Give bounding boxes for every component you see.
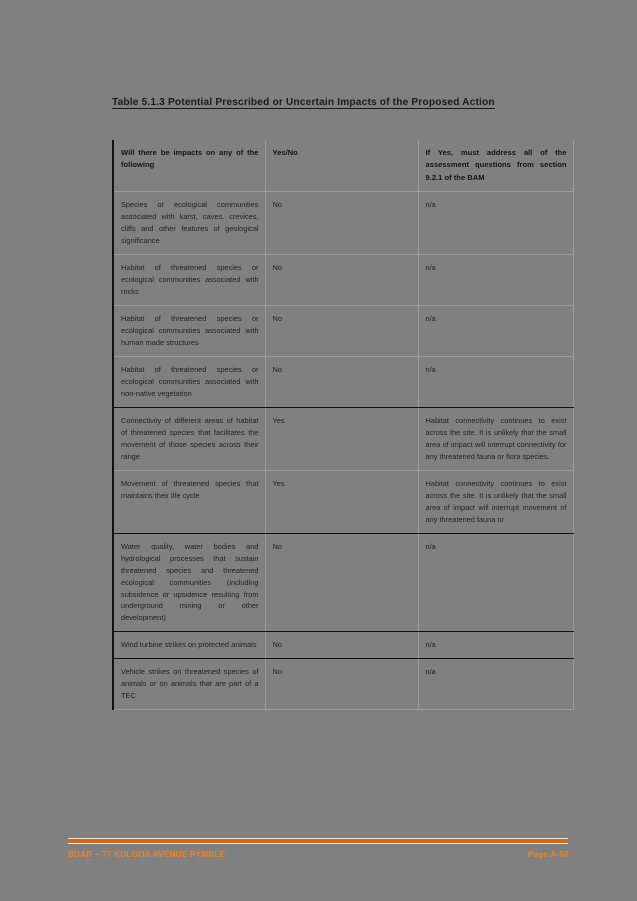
impact-answer: No (265, 356, 418, 407)
column-header-assessment: If Yes, must address all of the assessment questions from section 9.2.1 of the BAM (418, 140, 573, 191)
impact-detail: n/a (418, 533, 573, 632)
footer-page-number: Page A-58 (527, 850, 569, 859)
impact-detail: n/a (418, 356, 573, 407)
impact-answer: Yes (265, 470, 418, 533)
table-row (113, 533, 573, 632)
impact-answer: No (265, 632, 418, 659)
impact-description: Habitat of threatened species or ecological communities associated with non-native vegetation (113, 356, 265, 407)
impact-answer: No (265, 533, 418, 632)
impact-detail: Habitat connectivity continues to exist across the site. It is unlikely that the small area of impact will interrupt movement of any threatened fauna or (418, 470, 573, 533)
column-header-yesno: Yes/No (265, 140, 418, 191)
impact-description: Connectivity of different areas of habitat of threatened species that facilitates the movement of those species across their range (113, 407, 265, 470)
impact-detail: n/a (418, 254, 573, 305)
table-header-row (113, 140, 573, 191)
page-title: Table 5.1.3 Potential Prescribed or Uncertain Impacts of the Proposed Action (112, 97, 495, 108)
impact-answer: No (265, 305, 418, 356)
impact-detail: n/a (418, 659, 573, 710)
impacts-table (112, 140, 574, 710)
impact-description: Water quality, water bodies and hydrological processes that sustain threatened species and threatened ecological communities (including subsidence or upsidence resulting from underground mining or other development) (113, 533, 265, 632)
footer-divider (68, 838, 568, 844)
impact-description: Vehicle strikes on threatened species of animals or on animals that are part of a TEC (113, 659, 265, 710)
impact-answer: No (265, 254, 418, 305)
footer-document-reference: BDAR – 77 KULGOA AVENUE PYMBLE (68, 850, 226, 859)
impact-description: Species or ecological communities associated with karst, caves, crevices, cliffs and other features of geological significance (113, 191, 265, 254)
impact-detail: Habitat connectivity continues to exist across the site. It is unlikely that the small area of impact will interrupt connectivity for any threatened fauna or flora species. (418, 407, 573, 470)
impact-answer: Yes (265, 407, 418, 470)
impact-answer: No (265, 191, 418, 254)
table-row (113, 659, 573, 710)
impacts-table-body (113, 191, 573, 710)
table-row (113, 191, 573, 254)
table-row (113, 305, 573, 356)
table-row (113, 254, 573, 305)
impact-description: Wind turbine strikes on protected animals (113, 632, 265, 659)
table-row (113, 470, 573, 533)
impact-description: Habitat of threatened species or ecological communities associated with human made structures (113, 305, 265, 356)
impact-detail: n/a (418, 305, 573, 356)
column-header-impact: Will there be impacts on any of the following (113, 140, 265, 191)
impact-detail: n/a (418, 632, 573, 659)
impacts-table-container (112, 140, 572, 710)
table-row (113, 356, 573, 407)
table-row (113, 632, 573, 659)
impact-description: Habitat of threatened species or ecological communities associated with rocks (113, 254, 265, 305)
impact-detail: n/a (418, 191, 573, 254)
impact-description: Movement of threatened species that maintains their life cycle (113, 470, 265, 533)
impact-answer: No (265, 659, 418, 710)
table-row (113, 407, 573, 470)
